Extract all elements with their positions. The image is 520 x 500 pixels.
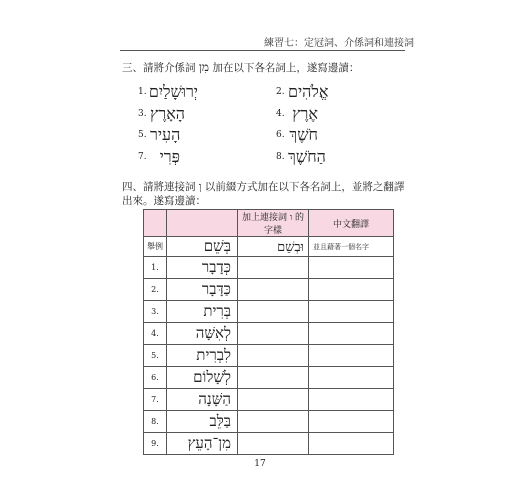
hebrew-word: בְּשֵׁם: [167, 237, 238, 257]
hebrew-word: לְשָׁלוֹם: [167, 367, 238, 389]
word-item: [276, 82, 366, 102]
example-row: [144, 237, 394, 257]
hebrew-word: בַּלֵּב: [167, 411, 238, 433]
column-header: [167, 210, 238, 237]
table-row: [144, 345, 394, 367]
table-row: [144, 389, 394, 411]
answer-cell-conjunction[interactable]: [238, 411, 309, 433]
answer-cell-conjunction[interactable]: [238, 323, 309, 345]
instruction-prefix: 三、請將介係詞: [122, 62, 196, 74]
hebrew-word: יְרוּשָׁלַיִם: [148, 82, 198, 101]
word-item: [138, 104, 198, 124]
row-label: 9.: [144, 433, 167, 455]
answer-cell-translation[interactable]: [309, 257, 394, 279]
word-row: [138, 104, 378, 126]
answer-cell-translation[interactable]: [309, 367, 394, 389]
item-number: 8.: [276, 151, 285, 162]
exercise-3-word-grid: [138, 82, 378, 168]
table-row: [144, 411, 394, 433]
page-number: 17: [254, 459, 266, 469]
row-label: 2.: [144, 279, 167, 301]
answer-cell-conjunction[interactable]: [238, 433, 309, 455]
hebrew-word: אֱלֹהִים: [288, 82, 329, 101]
instruction-suffix: 加在以下各名詞上，遂寫邊讀：: [212, 62, 360, 74]
answer-cell-conjunction[interactable]: [238, 301, 309, 323]
hebrew-word: לְאִשָּׁה: [167, 323, 238, 345]
header-divider: [120, 50, 405, 51]
item-number: 6.: [276, 130, 285, 140]
instruction-suffix: 以前綴方式加在以下各名詞上，並將之翻譯出來。遂寫邊讀：: [122, 181, 405, 207]
word-item: [276, 104, 366, 124]
word-item: [138, 147, 198, 167]
hebrew-word: פְּרִי: [159, 146, 180, 166]
hebrew-word: הָאָרֶץ: [150, 103, 185, 123]
word-item: [276, 147, 366, 167]
table-row: [144, 301, 394, 323]
conjunction-vav: וְ: [198, 181, 202, 193]
row-label: 1.: [144, 257, 167, 279]
row-label: 7.: [144, 389, 167, 411]
hebrew-word: הַחֹשֶׁךְ: [288, 146, 326, 166]
column-header: [144, 210, 167, 237]
answer-cell-translation[interactable]: [309, 345, 394, 367]
answer-cell-conjunction[interactable]: [238, 345, 309, 367]
row-label: 5.: [144, 345, 167, 367]
table-header-row: [144, 210, 394, 237]
table-row: [144, 323, 394, 345]
item-number: 2.: [276, 87, 285, 97]
exercise-4-instruction: [122, 180, 407, 208]
word-row: [138, 147, 378, 169]
answer-cell-translation[interactable]: [309, 433, 394, 455]
row-label: 8.: [144, 411, 167, 433]
item-number: 7.: [138, 151, 147, 162]
answer-cell-translation[interactable]: [309, 323, 394, 345]
answer-cell-conjunction[interactable]: [238, 389, 309, 411]
instruction-prefix: 四、請將連接詞: [122, 181, 196, 193]
table-row: [144, 279, 394, 301]
word-item: [276, 125, 366, 145]
hebrew-word: לִבְרִית: [167, 345, 238, 367]
row-label: 6.: [144, 367, 167, 389]
table-row: [144, 257, 394, 279]
table-row: [144, 433, 394, 455]
word-item: [138, 82, 198, 102]
answer-cell-conjunction[interactable]: [238, 279, 309, 301]
answer-cell-conjunction[interactable]: [238, 367, 309, 389]
item-number: 1.: [138, 87, 147, 97]
hebrew-word: כַּדָּבָר: [167, 279, 238, 301]
answer-cell-translation[interactable]: [309, 301, 394, 323]
answer-cell-translation[interactable]: [309, 279, 394, 301]
answer-cell-conjunction[interactable]: [238, 257, 309, 279]
hebrew-word: אֶרֶץ: [292, 103, 318, 123]
answer-cell-translation[interactable]: [309, 411, 394, 433]
row-label: 3.: [144, 301, 167, 323]
hebrew-word: הָעִיר: [150, 125, 181, 144]
answer-cell-translation[interactable]: [309, 389, 394, 411]
hebrew-word: כְּדָבָר: [167, 257, 238, 279]
word-item: [138, 125, 198, 145]
table-row: [144, 367, 394, 389]
word-with-conjunction: וּבְשֵׁם: [238, 237, 309, 257]
item-number: 3.: [138, 108, 147, 119]
row-label: 4.: [144, 323, 167, 345]
word-row: [138, 125, 378, 147]
word-row: [138, 82, 378, 104]
translation: 並且藉著一個名字: [309, 237, 394, 257]
hebrew-word: חֹשֶׁךְ: [289, 125, 318, 144]
item-number: 4.: [276, 108, 285, 119]
row-label: 舉例: [144, 237, 167, 257]
running-header: 練習七：定冠詞、介係詞和連接詞: [264, 38, 414, 49]
preposition-min: מִן: [198, 60, 210, 74]
item-number: 5.: [138, 130, 147, 140]
hebrew-word: הַשָּׁנָה: [167, 389, 238, 411]
column-header: 加上連接詞 ו 的字樣: [238, 210, 309, 237]
hebrew-word: מִן־הָעֵץ: [167, 433, 238, 455]
exercise-3-instruction: [122, 60, 359, 75]
column-header: 中文翻譯: [309, 210, 394, 237]
hebrew-word: בְּרִית: [167, 301, 238, 323]
exercise-4-table: [143, 209, 394, 455]
